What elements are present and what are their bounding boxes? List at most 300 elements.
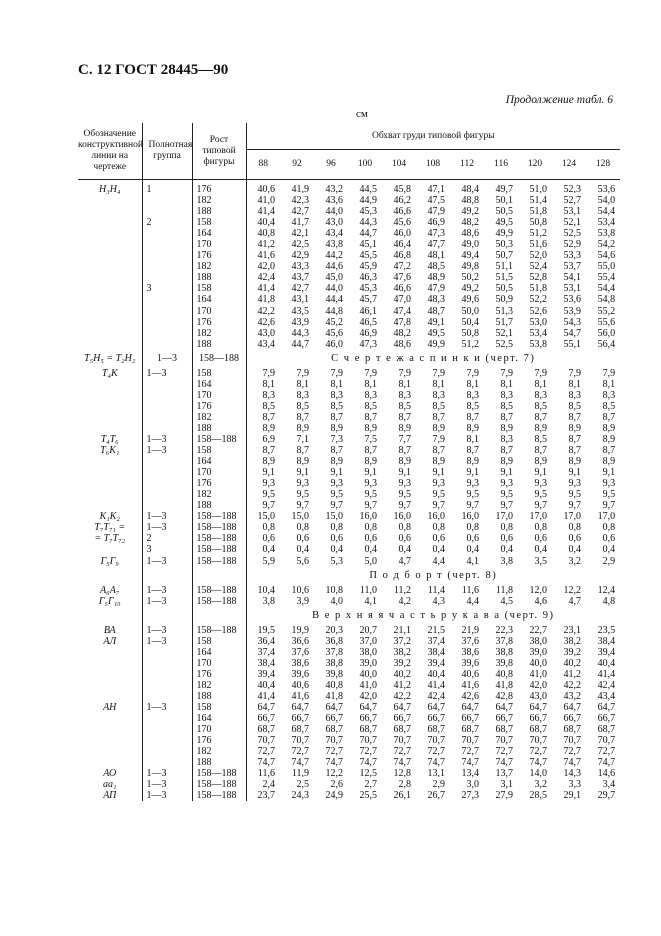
cell-value: 9,7 xyxy=(500,500,513,512)
cell-value: 42,8 xyxy=(495,690,513,702)
table-continuation-label: Продолжение табл. 6 xyxy=(505,94,613,106)
cell-value: 70,7 xyxy=(257,735,275,747)
cell-value: 8,5 xyxy=(500,400,513,412)
cell-value: 54,6 xyxy=(597,250,616,262)
cell-value: 72,7 xyxy=(597,746,616,758)
cell-value: 40,8 xyxy=(495,668,513,680)
cell-value: 47,5 xyxy=(427,195,445,207)
cell-value: 8,3 xyxy=(500,389,513,401)
cell-value: 3,2 xyxy=(534,779,547,791)
header-code: Обозначение конструктивной линии на чертеже xyxy=(78,123,142,180)
cell-value: 8,3 xyxy=(296,389,309,401)
cell-code xyxy=(78,680,142,691)
header-height: Рост типовой фигуры xyxy=(192,123,246,180)
cell-value: 74,7 xyxy=(461,757,479,769)
cell-value: 36,8 xyxy=(325,635,343,647)
cell-value: 46,2 xyxy=(393,195,411,207)
cell-code xyxy=(78,456,142,467)
cell-height: 170 xyxy=(192,467,246,478)
cell-value: 8,7 xyxy=(296,445,309,457)
table-row xyxy=(78,180,620,196)
cell-value: 3,8 xyxy=(262,595,275,607)
cell-value: 8,5 xyxy=(398,400,411,412)
cell-value: 40,4 xyxy=(257,679,275,691)
cell-value: 8,1 xyxy=(398,378,411,390)
cell-value: 41,0 xyxy=(359,679,377,691)
cell-value: 8,5 xyxy=(534,433,547,445)
cell-value: 39,2 xyxy=(563,646,581,658)
cell-value: 8,1 xyxy=(296,378,309,390)
cell-code xyxy=(78,544,142,555)
cell-code xyxy=(78,567,142,585)
cell-value: 68,7 xyxy=(393,724,411,736)
cell-group xyxy=(142,206,192,217)
table-row xyxy=(78,585,620,596)
cell-value: 8,1 xyxy=(500,378,513,390)
cell-value: 42,5 xyxy=(291,239,309,251)
table-row xyxy=(78,401,620,412)
cell-code xyxy=(78,379,142,390)
cell-value: 3,3 xyxy=(568,779,581,791)
cell-value: 70,7 xyxy=(597,735,616,747)
cell-value: 54,0 xyxy=(597,195,616,207)
cell-height: 188 xyxy=(192,500,246,511)
cell-value: 72,7 xyxy=(495,746,513,758)
cell-value: 0,4 xyxy=(500,544,513,556)
size-header-cell: 88 xyxy=(246,150,280,180)
cell-value: 44,8 xyxy=(325,305,343,317)
cell-value: 70,7 xyxy=(461,735,479,747)
cell-value: 8,1 xyxy=(602,378,616,390)
table-row xyxy=(78,735,620,746)
cell-value: 9,7 xyxy=(296,500,309,512)
cell-value: 54,7 xyxy=(563,327,581,339)
cell-group: 1—3 xyxy=(142,585,192,596)
cell-value: 7,9 xyxy=(432,367,445,379)
cell-value: 37,6 xyxy=(291,646,309,658)
cell-value: 47,8 xyxy=(393,316,411,328)
cell-value: 53,9 xyxy=(563,305,581,317)
section-caption: П о д б о р т (черт. 8) xyxy=(369,569,498,581)
cell-value: 47,3 xyxy=(359,338,377,350)
cell-height: 182 xyxy=(192,412,246,423)
cell-value: 12,4 xyxy=(597,584,616,596)
cell-value: 66,7 xyxy=(393,713,411,725)
cell-value: 41,2 xyxy=(563,668,581,680)
cell-value: 43,7 xyxy=(291,272,309,284)
cell-code xyxy=(78,294,142,305)
cell-value: 49,4 xyxy=(461,250,479,262)
cell-value: 43,8 xyxy=(325,239,343,251)
table-row xyxy=(78,533,620,544)
cell-code: = Т₇Т₇₂ xyxy=(78,533,142,544)
cell-height: 158—188 xyxy=(192,596,246,607)
cell-value: 8,5 xyxy=(330,400,343,412)
cell-value: 68,7 xyxy=(563,724,581,736)
cell-code: Н₃Н₄ xyxy=(78,180,142,196)
cell-value: 14,0 xyxy=(529,768,547,780)
cell-value: 8,5 xyxy=(568,400,581,412)
cell-group xyxy=(142,328,192,339)
cell-value: 68,7 xyxy=(325,724,343,736)
table-row xyxy=(78,412,620,423)
cell-value: 7,9 xyxy=(432,433,445,445)
cell-value: 12,0 xyxy=(529,584,547,596)
cell-value: 0,4 xyxy=(534,544,547,556)
cell-value: 9,5 xyxy=(432,489,445,501)
cell-height: 164 xyxy=(192,294,246,305)
cell-value: 48,3 xyxy=(427,294,445,306)
cell-value: 37,4 xyxy=(427,635,445,647)
cell-value: 64,7 xyxy=(461,701,479,713)
table-row xyxy=(78,691,620,702)
table-row xyxy=(78,724,620,735)
cell-value: 9,7 xyxy=(466,500,479,512)
cell-value: 38,6 xyxy=(461,646,479,658)
cell-value: 9,3 xyxy=(466,478,479,490)
cell-value: 0,4 xyxy=(296,544,309,556)
cell-value: 4,7 xyxy=(398,555,411,567)
cell-value: 68,7 xyxy=(461,724,479,736)
cell-group: 1—3 xyxy=(142,522,192,533)
cell-height: 164 xyxy=(192,379,246,390)
cell-value: 46,0 xyxy=(393,228,411,240)
cell-value: 66,7 xyxy=(461,713,479,725)
cell-value: 39,0 xyxy=(529,646,547,658)
cell-value: 51,4 xyxy=(529,195,547,207)
cell-height: 176 xyxy=(192,317,246,328)
cell-value: 8,7 xyxy=(534,445,547,457)
table-row xyxy=(78,272,620,283)
cell-code xyxy=(78,746,142,757)
cell-value: 40,0 xyxy=(359,668,377,680)
cell-group xyxy=(142,339,192,350)
cell-value: 9,1 xyxy=(262,467,275,479)
cell-value: 8,5 xyxy=(602,400,616,412)
cell-value: 8,7 xyxy=(568,411,581,423)
cell-value: 9,5 xyxy=(534,489,547,501)
table-row xyxy=(78,390,620,401)
cell-code xyxy=(78,607,142,625)
table-row xyxy=(78,239,620,250)
table-row xyxy=(78,228,620,239)
cell-height: 158 xyxy=(192,283,246,294)
cell-value: 8,3 xyxy=(466,389,479,401)
header-girth: Обхват груди типовой фигуры xyxy=(246,123,620,150)
cell-value: 64,7 xyxy=(563,701,581,713)
cell-value: 48,6 xyxy=(393,338,411,350)
cell-value: 4,6 xyxy=(534,595,547,607)
cell-value: 21,9 xyxy=(461,624,479,636)
table-row xyxy=(78,500,620,511)
cell-value: 64,7 xyxy=(529,701,547,713)
table-row xyxy=(78,680,620,691)
cell-value: 8,7 xyxy=(262,411,275,423)
cell-value: 43,4 xyxy=(325,228,343,240)
cell-group xyxy=(142,735,192,746)
cell-value: 8,7 xyxy=(296,411,309,423)
cell-group: 1—3 xyxy=(142,434,192,445)
cell-value: 10,8 xyxy=(325,584,343,596)
cell-height: 158 xyxy=(192,636,246,647)
cell-value: 45,3 xyxy=(359,283,377,295)
cell-value: 4,7 xyxy=(568,595,581,607)
cell-value: 8,7 xyxy=(432,445,445,457)
table-row xyxy=(78,467,620,478)
cell-value: 66,7 xyxy=(563,713,581,725)
cell-value: 9,1 xyxy=(534,467,547,479)
unit-label: см xyxy=(356,108,368,120)
cell-group xyxy=(142,467,192,478)
cell-value: 9,3 xyxy=(364,478,377,490)
cell-value: 0,6 xyxy=(534,533,547,545)
cell-value: 8,5 xyxy=(364,400,377,412)
cell-value: 39,6 xyxy=(461,657,479,669)
table-row xyxy=(78,317,620,328)
cell-height: 158—188 xyxy=(192,768,246,779)
size-header-cell: 128 xyxy=(586,150,620,180)
cell-value: 55,4 xyxy=(597,272,616,284)
cell-value: 8,9 xyxy=(262,456,275,468)
table-row xyxy=(78,544,620,555)
cell-value: 41,0 xyxy=(257,195,275,207)
cell-value: 40,4 xyxy=(597,657,616,669)
cell-value: 48,2 xyxy=(393,327,411,339)
cell-value: 53,6 xyxy=(597,184,616,195)
cell-value: 10,4 xyxy=(257,584,275,596)
cell-code xyxy=(78,669,142,680)
cell-value: 3,1 xyxy=(500,779,513,791)
cell-value: 48,1 xyxy=(427,250,445,262)
cell-value: 46,1 xyxy=(359,305,377,317)
cell-value: 0,6 xyxy=(500,533,513,545)
cell-value: 43,2 xyxy=(325,184,343,195)
cell-value: 74,7 xyxy=(597,757,616,769)
cell-value: 20,3 xyxy=(325,624,343,636)
cell-value: 37,2 xyxy=(393,635,411,647)
cell-value: 9,7 xyxy=(602,500,616,512)
cell-value: 22,7 xyxy=(529,624,547,636)
cell-value: 68,7 xyxy=(291,724,309,736)
cell-value: 52,6 xyxy=(529,305,547,317)
cell-value: 52,9 xyxy=(563,239,581,251)
cell-value: 68,7 xyxy=(597,724,616,736)
cell-group: 1—3 xyxy=(142,636,192,647)
cell-value: 72,7 xyxy=(529,746,547,758)
cell-value: 48,8 xyxy=(461,195,479,207)
cell-height: 182 xyxy=(192,328,246,339)
cell-value: 49,1 xyxy=(427,316,445,328)
cell-value: 11,0 xyxy=(359,584,377,596)
cell-code xyxy=(78,306,142,317)
cell-value: 0,8 xyxy=(262,522,275,534)
cell-value: 0,8 xyxy=(296,522,309,534)
cell-value: 19,9 xyxy=(291,624,309,636)
cell-value: 8,1 xyxy=(466,378,479,390)
cell-value: 0,8 xyxy=(432,522,445,534)
cell-value: 44,7 xyxy=(291,338,309,350)
cell-value: 46,9 xyxy=(359,327,377,339)
cell-value: 49,6 xyxy=(461,294,479,306)
cell-value: 7,3 xyxy=(330,433,343,445)
cell-code xyxy=(78,757,142,768)
cell-value: 17,0 xyxy=(597,511,616,523)
cell-group: 1—3 xyxy=(142,779,192,790)
cell-value: 0,4 xyxy=(330,544,343,556)
table-row xyxy=(78,423,620,434)
cell-value: 74,7 xyxy=(495,757,513,769)
cell-value: 50,8 xyxy=(461,327,479,339)
cell-value: 37,6 xyxy=(461,635,479,647)
cell-value: 43,1 xyxy=(291,294,309,306)
cell-value: 9,1 xyxy=(466,467,479,479)
cell-value: 66,7 xyxy=(359,713,377,725)
table-row xyxy=(78,636,620,647)
cell-value: 39,6 xyxy=(291,668,309,680)
cell-group: 1—3 xyxy=(142,368,192,379)
cell-value: 54,4 xyxy=(597,283,616,295)
table-body xyxy=(78,180,620,802)
cell-value: 0,8 xyxy=(398,522,411,534)
cell-value: 16,0 xyxy=(359,511,377,523)
cell-height: 176 xyxy=(192,401,246,412)
cell-code xyxy=(78,239,142,250)
cell-value: 46,9 xyxy=(427,217,445,229)
cell-height: 158—188 xyxy=(192,779,246,790)
cell-code: ВА xyxy=(78,625,142,636)
cell-code: К₁К₂ xyxy=(78,511,142,522)
cell-code xyxy=(78,658,142,669)
cell-value: 7,9 xyxy=(466,367,479,379)
cell-group xyxy=(142,658,192,669)
cell-value: 72,7 xyxy=(359,746,377,758)
cell-value: 50,8 xyxy=(529,217,547,229)
cell-group xyxy=(142,294,192,305)
cell-value: 50,1 xyxy=(495,195,513,207)
size-header-cell: 108 xyxy=(416,150,450,180)
cell-value: 13,4 xyxy=(461,768,479,780)
cell-value: 13,1 xyxy=(427,768,445,780)
cell-code xyxy=(78,195,142,206)
cell-value: 39,2 xyxy=(393,657,411,669)
cell-value: 41,8 xyxy=(325,690,343,702)
cell-height: 176 xyxy=(192,250,246,261)
cell-height: 188 xyxy=(192,206,246,217)
cell-value: 45,6 xyxy=(393,217,411,229)
cell-value: 41,0 xyxy=(529,668,547,680)
cell-value: 40,2 xyxy=(563,657,581,669)
cell-value: 74,7 xyxy=(257,757,275,769)
cell-value: 36,4 xyxy=(257,635,275,647)
table-row xyxy=(78,328,620,339)
cell-group xyxy=(142,412,192,423)
cell-value: 9,5 xyxy=(262,489,275,501)
section-caption: В е р х н я я ч а с т ь р у к а в а (черт. 9) xyxy=(312,609,555,621)
table-row xyxy=(78,478,620,489)
cell-value: 47,4 xyxy=(393,305,411,317)
cell-value: 39,8 xyxy=(325,668,343,680)
cell-value: 64,7 xyxy=(597,701,616,713)
cell-value: 8,9 xyxy=(364,422,377,434)
cell-height: 158—188 xyxy=(192,625,246,636)
cell-value: 40,6 xyxy=(257,184,275,195)
size-header-cell: 96 xyxy=(314,150,348,180)
cell-value: 0,8 xyxy=(602,522,616,534)
cell-group xyxy=(142,724,192,735)
size-header-cell: 112 xyxy=(450,150,484,180)
cell-value: 52,0 xyxy=(529,250,547,262)
cell-value: 41,4 xyxy=(427,679,445,691)
cell-value: 47,1 xyxy=(427,184,445,195)
cell-height: 182 xyxy=(192,489,246,500)
cell-value: 41,4 xyxy=(257,206,275,218)
cell-value: 64,7 xyxy=(359,701,377,713)
table-row xyxy=(78,702,620,713)
table-row xyxy=(78,195,620,206)
cell-value: 44,7 xyxy=(359,228,377,240)
cell-code: АЛ xyxy=(78,636,142,647)
cell-value: 40,2 xyxy=(393,668,411,680)
cell-value: 9,3 xyxy=(432,478,445,490)
cell-group xyxy=(142,228,192,239)
cell-group xyxy=(142,746,192,757)
cell-value: 16,0 xyxy=(393,511,411,523)
cell-value: 48,5 xyxy=(427,261,445,273)
cell-value: 53,0 xyxy=(529,316,547,328)
cell-value: 2,4 xyxy=(262,779,275,791)
cell-height: 188 xyxy=(192,691,246,702)
cell-value: 45,3 xyxy=(359,206,377,218)
cell-value: 8,9 xyxy=(330,456,343,468)
cell-value: 8,3 xyxy=(262,389,275,401)
cell-height: 164 xyxy=(192,713,246,724)
table-row xyxy=(78,647,620,658)
cell-value: 23,5 xyxy=(597,624,616,636)
cell-code xyxy=(78,339,142,350)
cell-value: 46,0 xyxy=(325,338,343,350)
cell-code xyxy=(78,206,142,217)
table-row xyxy=(78,746,620,757)
cell-value: 0,6 xyxy=(398,533,411,545)
cell-value: 4,4 xyxy=(466,595,479,607)
cell-value: 53,8 xyxy=(597,228,616,240)
cell-value: 8,9 xyxy=(500,422,513,434)
cell-group: 1—3 xyxy=(142,511,192,522)
cell-value: 52,5 xyxy=(495,338,513,350)
cell-value: 52,7 xyxy=(563,195,581,207)
cell-height: 158—188 xyxy=(192,434,246,445)
cell-value: 39,4 xyxy=(597,646,616,658)
cell-code xyxy=(78,478,142,489)
cell-value: 2,7 xyxy=(364,779,377,791)
cell-value: 41,9 xyxy=(291,184,309,195)
cell-value: 14,6 xyxy=(597,768,616,780)
cell-value: 66,7 xyxy=(427,713,445,725)
cell-value: 50,7 xyxy=(495,250,513,262)
cell-value: 2,6 xyxy=(330,779,343,791)
cell-value: 46,6 xyxy=(393,206,411,218)
cell-value: 42,0 xyxy=(529,679,547,691)
cell-value: 45,0 xyxy=(325,272,343,284)
cell-group: 1—3 xyxy=(142,596,192,607)
cell-value: 11,4 xyxy=(427,584,445,596)
cell-height xyxy=(192,567,246,585)
cell-value: 3,9 xyxy=(296,595,309,607)
cell-value: 12,2 xyxy=(563,584,581,596)
cell-value: 8,9 xyxy=(466,422,479,434)
cell-code xyxy=(78,423,142,434)
cell-height: 158—188 xyxy=(192,350,246,368)
